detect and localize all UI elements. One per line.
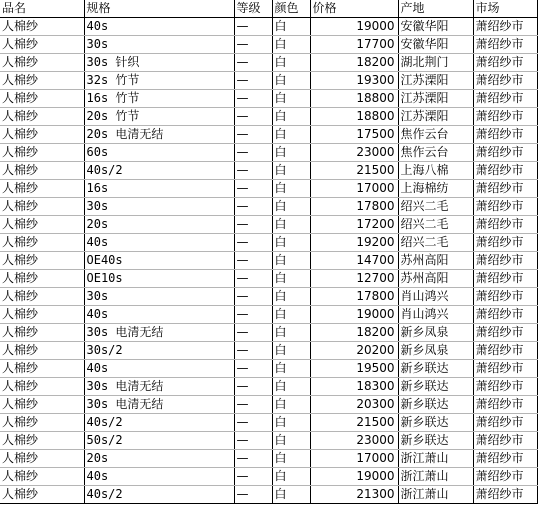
cell-market[interactable]: 萧绍纱市 — [473, 486, 537, 504]
table-row — [0, 342, 537, 360]
cell-market[interactable]: 萧绍纱市 — [473, 414, 537, 432]
cell-color[interactable]: 白 — [272, 180, 310, 198]
cell-grade[interactable]: — — [234, 36, 272, 54]
cell-price[interactable]: 19000 — [310, 468, 398, 486]
cell-grade[interactable]: — — [234, 324, 272, 342]
cell-spec[interactable]: 40s — [84, 360, 234, 378]
cell-price[interactable]: 17000 — [310, 450, 398, 468]
cell-color[interactable]: 白 — [272, 324, 310, 342]
cell-market[interactable]: 萧绍纱市 — [473, 378, 537, 396]
cell-color[interactable]: 白 — [272, 108, 310, 126]
table-row — [0, 108, 537, 126]
cell-market[interactable]: 萧绍纱市 — [473, 90, 537, 108]
cell-grade[interactable]: — — [234, 90, 272, 108]
cell-market[interactable]: 萧绍纱市 — [473, 72, 537, 90]
cell-name[interactable]: 人棉纱 — [0, 180, 84, 198]
header-spec[interactable]: 规格 — [84, 0, 234, 18]
cell-name[interactable]: 人棉纱 — [0, 162, 84, 180]
cell-market[interactable]: 萧绍纱市 — [473, 432, 537, 450]
cell-market[interactable]: 萧绍纱市 — [473, 144, 537, 162]
cell-origin[interactable]: 新乡联达 — [398, 378, 473, 396]
cell-spec[interactable]: 20s — [84, 450, 234, 468]
cell-price[interactable]: 17800 — [310, 198, 398, 216]
table-row — [0, 180, 537, 198]
cell-origin[interactable]: 苏州高阳 — [398, 270, 473, 288]
cell-price[interactable]: 17800 — [310, 288, 398, 306]
cell-market[interactable]: 萧绍纱市 — [473, 54, 537, 72]
cell-spec[interactable]: 40s — [84, 18, 234, 36]
cell-grade[interactable]: — — [234, 54, 272, 72]
cell-price[interactable]: 19300 — [310, 72, 398, 90]
cell-name[interactable]: 人棉纱 — [0, 360, 84, 378]
cell-name[interactable]: 人棉纱 — [0, 198, 84, 216]
header-market[interactable]: 市场 — [473, 0, 537, 18]
table-row — [0, 36, 537, 54]
cell-spec[interactable]: 16s 竹节 — [84, 90, 234, 108]
cell-price[interactable]: 18800 — [310, 90, 398, 108]
header-row — [0, 0, 537, 18]
cell-origin[interactable]: 绍兴二毛 — [398, 198, 473, 216]
cell-name[interactable]: 人棉纱 — [0, 432, 84, 450]
cell-origin[interactable]: 江苏溧阳 — [398, 108, 473, 126]
cell-grade[interactable]: — — [234, 198, 272, 216]
cell-market[interactable]: 萧绍纱市 — [473, 180, 537, 198]
table-row — [0, 18, 537, 36]
cell-origin[interactable]: 新乡联达 — [398, 414, 473, 432]
cell-grade[interactable]: — — [234, 396, 272, 414]
cell-spec[interactable]: OE40s — [84, 252, 234, 270]
cell-origin[interactable]: 浙江萧山 — [398, 468, 473, 486]
table-row — [0, 288, 537, 306]
cell-spec[interactable]: 40s — [84, 306, 234, 324]
cell-grade[interactable]: — — [234, 252, 272, 270]
table-row — [0, 54, 537, 72]
table-row — [0, 144, 537, 162]
cell-grade[interactable]: — — [234, 342, 272, 360]
table-row — [0, 414, 537, 432]
cell-market[interactable]: 萧绍纱市 — [473, 108, 537, 126]
cell-market[interactable]: 萧绍纱市 — [473, 306, 537, 324]
cell-market[interactable]: 萧绍纱市 — [473, 468, 537, 486]
cell-price[interactable]: 12700 — [310, 270, 398, 288]
cell-market[interactable]: 萧绍纱市 — [473, 450, 537, 468]
cell-origin[interactable]: 新乡联达 — [398, 360, 473, 378]
cell-origin[interactable]: 焦作云台 — [398, 126, 473, 144]
cell-grade[interactable]: — — [234, 414, 272, 432]
cell-name[interactable]: 人棉纱 — [0, 54, 84, 72]
cell-spec[interactable]: OE10s — [84, 270, 234, 288]
cell-name[interactable]: 人棉纱 — [0, 108, 84, 126]
cell-color[interactable]: 白 — [272, 378, 310, 396]
cell-color[interactable]: 白 — [272, 126, 310, 144]
cell-name[interactable]: 人棉纱 — [0, 126, 84, 144]
cell-origin[interactable]: 肖山鸿兴 — [398, 288, 473, 306]
cell-name[interactable]: 人棉纱 — [0, 234, 84, 252]
cell-grade[interactable]: — — [234, 450, 272, 468]
cell-price[interactable]: 17200 — [310, 216, 398, 234]
cell-market[interactable]: 萧绍纱市 — [473, 360, 537, 378]
cell-name[interactable]: 人棉纱 — [0, 450, 84, 468]
header-origin[interactable]: 产地 — [398, 0, 473, 18]
cell-price[interactable]: 23000 — [310, 432, 398, 450]
cell-market[interactable]: 萧绍纱市 — [473, 270, 537, 288]
cell-name[interactable]: 人棉纱 — [0, 288, 84, 306]
cell-spec[interactable]: 40s/2 — [84, 414, 234, 432]
cell-grade[interactable]: — — [234, 432, 272, 450]
cell-price[interactable]: 14700 — [310, 252, 398, 270]
table-row — [0, 216, 537, 234]
cell-spec[interactable]: 16s — [84, 180, 234, 198]
cell-color[interactable]: 白 — [272, 252, 310, 270]
cell-origin[interactable]: 上海八棉 — [398, 162, 473, 180]
cell-grade[interactable]: — — [234, 486, 272, 504]
cell-spec[interactable]: 60s — [84, 144, 234, 162]
cell-origin[interactable]: 绍兴二毛 — [398, 216, 473, 234]
table-row — [0, 270, 537, 288]
cell-color[interactable]: 白 — [272, 342, 310, 360]
cell-color[interactable]: 白 — [272, 396, 310, 414]
header-grade[interactable]: 等级 — [234, 0, 272, 18]
cell-origin[interactable]: 安徽华阳 — [398, 18, 473, 36]
cell-name[interactable]: 人棉纱 — [0, 216, 84, 234]
cell-price[interactable]: 21500 — [310, 414, 398, 432]
cell-color[interactable]: 白 — [272, 36, 310, 54]
cell-price[interactable]: 19000 — [310, 18, 398, 36]
cell-color[interactable]: 白 — [272, 198, 310, 216]
cell-origin[interactable]: 绍兴二毛 — [398, 234, 473, 252]
cell-spec[interactable]: 30s — [84, 36, 234, 54]
cell-name[interactable]: 人棉纱 — [0, 378, 84, 396]
table-row — [0, 450, 537, 468]
cell-color[interactable]: 白 — [272, 144, 310, 162]
table-row — [0, 252, 537, 270]
cell-name[interactable]: 人棉纱 — [0, 342, 84, 360]
cell-origin[interactable]: 肖山鸿兴 — [398, 306, 473, 324]
cell-price[interactable]: 19200 — [310, 234, 398, 252]
cell-origin[interactable]: 新乡凤泉 — [398, 324, 473, 342]
cell-color[interactable]: 白 — [272, 90, 310, 108]
table-row — [0, 198, 537, 216]
cell-origin[interactable]: 新乡联达 — [398, 432, 473, 450]
cell-color[interactable]: 白 — [272, 432, 310, 450]
header-price[interactable]: 价格 — [310, 0, 398, 18]
cell-spec[interactable]: 50s/2 — [84, 432, 234, 450]
table-row — [0, 396, 537, 414]
cell-price[interactable]: 18300 — [310, 378, 398, 396]
cell-grade[interactable]: — — [234, 270, 272, 288]
cell-name[interactable]: 人棉纱 — [0, 396, 84, 414]
cell-market[interactable]: 萧绍纱市 — [473, 324, 537, 342]
cell-origin[interactable]: 浙江萧山 — [398, 450, 473, 468]
cell-price[interactable]: 17500 — [310, 126, 398, 144]
table-row — [0, 72, 537, 90]
cell-spec[interactable]: 20s 电清无结 — [84, 126, 234, 144]
cell-color[interactable]: 白 — [272, 18, 310, 36]
cell-color[interactable]: 白 — [272, 270, 310, 288]
table-row — [0, 468, 537, 486]
cell-price[interactable]: 18200 — [310, 54, 398, 72]
cell-price[interactable]: 19000 — [310, 306, 398, 324]
cell-name[interactable]: 人棉纱 — [0, 144, 84, 162]
cell-name[interactable]: 人棉纱 — [0, 72, 84, 90]
cell-name[interactable]: 人棉纱 — [0, 468, 84, 486]
cell-market[interactable]: 萧绍纱市 — [473, 36, 537, 54]
cell-market[interactable]: 萧绍纱市 — [473, 234, 537, 252]
cell-origin[interactable]: 安徽华阳 — [398, 36, 473, 54]
cell-name[interactable]: 人棉纱 — [0, 18, 84, 36]
table-row — [0, 126, 537, 144]
cell-color[interactable]: 白 — [272, 288, 310, 306]
cell-spec[interactable]: 30s 电清无结 — [84, 378, 234, 396]
cell-price[interactable]: 17000 — [310, 180, 398, 198]
cell-color[interactable]: 白 — [272, 234, 310, 252]
cell-name[interactable]: 人棉纱 — [0, 324, 84, 342]
cell-market[interactable]: 萧绍纱市 — [473, 342, 537, 360]
cell-name[interactable]: 人棉纱 — [0, 486, 84, 504]
cell-spec[interactable]: 40s/2 — [84, 162, 234, 180]
cell-origin[interactable]: 江苏溧阳 — [398, 90, 473, 108]
cell-grade[interactable]: — — [234, 234, 272, 252]
cell-grade[interactable]: — — [234, 360, 272, 378]
cell-price[interactable]: 20300 — [310, 396, 398, 414]
cell-name[interactable]: 人棉纱 — [0, 270, 84, 288]
cell-price[interactable]: 23000 — [310, 144, 398, 162]
cell-origin[interactable]: 新乡联达 — [398, 396, 473, 414]
cell-name[interactable]: 人棉纱 — [0, 414, 84, 432]
table-row — [0, 378, 537, 396]
cell-spec[interactable]: 32s 竹节 — [84, 72, 234, 90]
cell-origin[interactable]: 焦作云台 — [398, 144, 473, 162]
cell-origin[interactable]: 江苏溧阳 — [398, 72, 473, 90]
cell-market[interactable]: 萧绍纱市 — [473, 162, 537, 180]
table-row — [0, 90, 537, 108]
cell-grade[interactable]: — — [234, 180, 272, 198]
cell-spec[interactable]: 40s — [84, 468, 234, 486]
cell-spec[interactable]: 20s 竹节 — [84, 108, 234, 126]
cell-color[interactable]: 白 — [272, 414, 310, 432]
cell-grade[interactable]: — — [234, 468, 272, 486]
cell-price[interactable]: 19500 — [310, 360, 398, 378]
cell-spec[interactable]: 30s/2 — [84, 342, 234, 360]
header-name[interactable]: 品名 — [0, 0, 84, 18]
cell-price[interactable]: 21500 — [310, 162, 398, 180]
cell-market[interactable]: 萧绍纱市 — [473, 396, 537, 414]
cell-color[interactable]: 白 — [272, 72, 310, 90]
table-row — [0, 432, 537, 450]
cell-market[interactable]: 萧绍纱市 — [473, 198, 537, 216]
cell-spec[interactable]: 30s — [84, 288, 234, 306]
cell-spec[interactable]: 30s 针织 — [84, 54, 234, 72]
header-color[interactable]: 颜色 — [272, 0, 310, 18]
cell-origin[interactable]: 苏州高阳 — [398, 252, 473, 270]
cell-spec[interactable]: 30s 电清无结 — [84, 396, 234, 414]
table-row — [0, 234, 537, 252]
cell-origin[interactable]: 浙江萧山 — [398, 486, 473, 504]
cell-origin[interactable]: 新乡凤泉 — [398, 342, 473, 360]
cell-name[interactable]: 人棉纱 — [0, 90, 84, 108]
cell-name[interactable]: 人棉纱 — [0, 306, 84, 324]
cell-grade[interactable]: — — [234, 306, 272, 324]
cell-color[interactable]: 白 — [272, 486, 310, 504]
table-row — [0, 306, 537, 324]
cell-color[interactable]: 白 — [272, 216, 310, 234]
cell-grade[interactable]: — — [234, 162, 272, 180]
cell-color[interactable]: 白 — [272, 306, 310, 324]
cell-origin[interactable]: 湖北荆门 — [398, 54, 473, 72]
cell-grade[interactable]: — — [234, 144, 272, 162]
cell-spec[interactable]: 20s — [84, 216, 234, 234]
cell-grade[interactable]: — — [234, 18, 272, 36]
table-row — [0, 360, 537, 378]
cell-market[interactable]: 萧绍纱市 — [473, 288, 537, 306]
cell-market[interactable]: 萧绍纱市 — [473, 216, 537, 234]
table-row — [0, 324, 537, 342]
cell-price[interactable]: 18200 — [310, 324, 398, 342]
cell-name[interactable]: 人棉纱 — [0, 36, 84, 54]
cell-color[interactable]: 白 — [272, 54, 310, 72]
cell-spec[interactable]: 40s/2 — [84, 486, 234, 504]
cell-name[interactable]: 人棉纱 — [0, 252, 84, 270]
cell-color[interactable]: 白 — [272, 468, 310, 486]
table-row — [0, 486, 537, 504]
cell-color[interactable]: 白 — [272, 360, 310, 378]
table-row — [0, 162, 537, 180]
cell-price[interactable]: 21300 — [310, 486, 398, 504]
cell-grade[interactable]: — — [234, 216, 272, 234]
cell-market[interactable]: 萧绍纱市 — [473, 252, 537, 270]
cell-spec[interactable]: 30s — [84, 198, 234, 216]
cell-price[interactable]: 18800 — [310, 108, 398, 126]
cell-price[interactable]: 20200 — [310, 342, 398, 360]
cell-color[interactable]: 白 — [272, 162, 310, 180]
cell-spec[interactable]: 40s — [84, 234, 234, 252]
cell-grade[interactable]: — — [234, 108, 272, 126]
cell-market[interactable]: 萧绍纱市 — [473, 18, 537, 36]
cell-spec[interactable]: 30s 电清无结 — [84, 324, 234, 342]
cell-grade[interactable]: — — [234, 288, 272, 306]
cell-market[interactable]: 萧绍纱市 — [473, 126, 537, 144]
cell-grade[interactable]: — — [234, 378, 272, 396]
cell-color[interactable]: 白 — [272, 450, 310, 468]
cell-origin[interactable]: 上海棉纺 — [398, 180, 473, 198]
cell-price[interactable]: 17700 — [310, 36, 398, 54]
cell-grade[interactable]: — — [234, 72, 272, 90]
cell-grade[interactable]: — — [234, 126, 272, 144]
